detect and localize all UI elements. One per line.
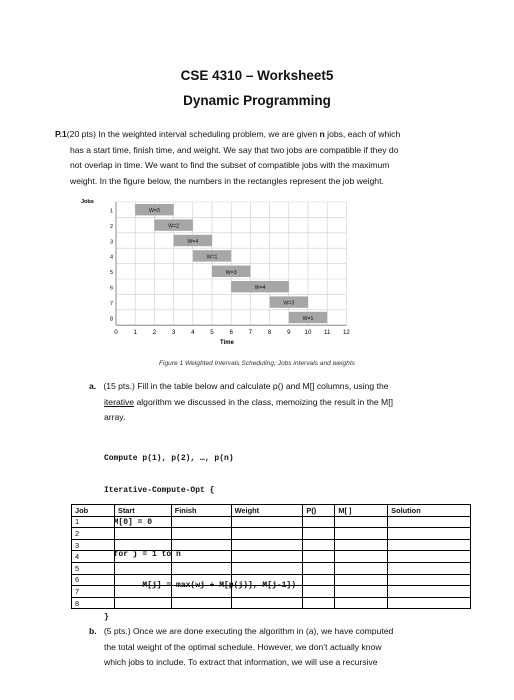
table-row — [72, 551, 471, 563]
table-cell — [231, 528, 303, 540]
table-cell — [231, 551, 303, 563]
part-b-line: which jobs to include. To extract that information, we will use a recursive — [104, 657, 378, 667]
table-cell — [388, 562, 471, 574]
table-cell — [114, 586, 171, 598]
problem-line: jobs, each of which — [327, 129, 401, 139]
gantt-chart — [70, 194, 360, 354]
job-table — [71, 504, 471, 609]
table-cell — [171, 551, 231, 563]
y-tick-label: 2 — [109, 223, 113, 230]
x-tick-label: 2 — [152, 329, 157, 337]
table-cell — [231, 516, 303, 528]
table-cell — [303, 551, 335, 563]
x-tick-label: 12 — [342, 329, 350, 337]
job-weight-label: W=1 — [206, 254, 218, 261]
chart-grid — [116, 202, 346, 325]
table-cell — [231, 562, 303, 574]
part-b-label: b. — [89, 626, 97, 636]
table-cell — [335, 551, 388, 563]
table-cell — [388, 586, 471, 598]
header-m: M[ ] — [335, 505, 388, 517]
problem-statement — [55, 127, 475, 189]
table-cell — [171, 528, 231, 540]
x-tick-label: 6 — [229, 329, 233, 337]
problem-line: In the weighted interval scheduling problem, we are given — [98, 129, 318, 139]
table-cell — [335, 562, 388, 574]
table-cell — [231, 574, 303, 586]
table-cell — [114, 562, 171, 574]
x-tick-label: 10 — [304, 329, 312, 337]
table-cell — [388, 539, 471, 551]
y-tick-label: 4 — [109, 254, 113, 261]
table-cell — [303, 516, 335, 528]
table-cell — [303, 539, 335, 551]
table-cell — [114, 574, 171, 586]
table-cell — [114, 516, 171, 528]
table-cell — [335, 597, 388, 609]
part-a — [89, 379, 469, 426]
code-line: M[0] = 0 — [104, 517, 153, 527]
part-a-line: array. — [104, 412, 126, 422]
part-a-label: a. — [89, 381, 97, 391]
table-cell — [171, 516, 231, 528]
table-row — [72, 539, 471, 551]
table-cell — [303, 574, 335, 586]
table-cell — [303, 586, 335, 598]
chart-xticks — [114, 329, 350, 336]
table-cell — [303, 528, 335, 540]
job-number-cell: 2 — [72, 528, 115, 540]
chart-yticks — [110, 208, 113, 322]
job-weight-label: W=4 — [254, 285, 266, 292]
part-b-line: the total weight of the optimal schedule. However, we don’t actually know — [104, 641, 382, 652]
y-tick-label: 8 — [109, 316, 113, 323]
job-number-cell: 6 — [72, 574, 115, 586]
page-title: CSE 4310 – Worksheet5 — [180, 68, 334, 83]
table-header-row — [72, 505, 471, 517]
code-line: M[j] = max(wj + M[p(j)], M[j-1]) — [104, 581, 297, 591]
table-cell — [303, 597, 335, 609]
problem-n: n — [319, 129, 325, 139]
table-cell — [171, 574, 231, 586]
table-row — [72, 574, 471, 586]
table-cell — [335, 574, 388, 586]
y-tick-label: 7 — [109, 300, 113, 307]
table-cell — [388, 574, 471, 586]
code-line: Iterative-Compute-Opt { — [104, 485, 215, 495]
code-line: } — [104, 613, 109, 623]
job-number-cell: 8 — [72, 597, 115, 609]
problem-label: P.1 — [55, 129, 67, 139]
table-cell — [335, 516, 388, 528]
part-b-line: (5 pts.) Once we are done executing the algorithm in (a), we have computed — [103, 626, 394, 636]
y-tick-label: 6 — [109, 285, 113, 292]
header-solution: Solution — [388, 505, 471, 517]
table-row — [72, 597, 471, 609]
problem-line: not overlap in time. We want to find the subset of compatible jobs with the maximum — [70, 160, 390, 170]
part-a-line: algorithm we discussed in the class, memoizing the result in the M[] — [134, 396, 393, 407]
problem-line: has a start time, finish time, and weight. We say that two jobs are compatible if they do — [70, 144, 399, 155]
table-cell — [231, 597, 303, 609]
job-weight-label: W=3 — [283, 300, 295, 307]
job-weight-label: W=1 — [302, 316, 314, 323]
table-cell — [114, 528, 171, 540]
table-cell — [114, 551, 171, 563]
x-tick-label: 3 — [171, 329, 176, 337]
table-cell — [388, 551, 471, 563]
table-row — [72, 562, 471, 574]
page-subtitle: Dynamic Programming — [183, 93, 331, 108]
table-cell — [171, 539, 231, 551]
code-line: for j = 1 to n — [104, 549, 181, 559]
table-cell — [388, 516, 471, 528]
job-number-cell: 5 — [72, 562, 115, 574]
table-cell — [114, 597, 171, 609]
table-row — [72, 528, 471, 540]
table-cell — [335, 528, 388, 540]
x-tick-label: 1 — [133, 329, 137, 337]
job-number-cell: 4 — [72, 551, 115, 563]
table-cell — [171, 562, 231, 574]
table-cell — [388, 528, 471, 540]
figure-caption: Figure 1 Weighted Intervals Scheduling; Jobs intervals and weights — [159, 360, 355, 367]
job-weight-label: W=3 — [148, 208, 160, 215]
table-cell — [335, 539, 388, 551]
table-cell — [335, 586, 388, 598]
y-tick-label: 5 — [109, 270, 113, 277]
y-tick-label: 1 — [109, 208, 113, 215]
chart-ylabel: Jobs — [81, 199, 94, 205]
part-b — [89, 624, 469, 671]
job-number-cell: 3 — [72, 539, 115, 551]
table-cell — [388, 597, 471, 609]
job-number-cell: 7 — [72, 586, 115, 598]
header-start: Start — [114, 505, 171, 517]
header-finish: Finish — [171, 505, 231, 517]
table-row — [72, 516, 471, 528]
x-tick-label: 11 — [323, 329, 331, 337]
header-job: Job — [72, 505, 115, 517]
table-cell — [171, 586, 231, 598]
table-cell — [114, 539, 171, 551]
header-weight: Weight — [231, 505, 303, 517]
table-cell — [303, 562, 335, 574]
job-weight-label: W=3 — [225, 269, 237, 276]
job-weight-label: W=4 — [187, 239, 199, 246]
table-cell — [231, 586, 303, 598]
header-p: P() — [303, 505, 335, 517]
x-tick-label: 7 — [248, 329, 253, 337]
table-cell — [231, 539, 303, 551]
problem-points: (20 pts) — [66, 129, 96, 139]
job-weight-label: W=2 — [168, 223, 180, 230]
table-row — [72, 586, 471, 598]
x-tick-label: 9 — [287, 329, 291, 337]
x-tick-label: 0 — [114, 329, 118, 337]
iterative-word: iterative — [104, 396, 135, 407]
job-number-cell: 1 — [72, 516, 115, 528]
x-tick-label: 5 — [210, 329, 214, 337]
x-tick-label: 4 — [191, 329, 195, 337]
code-line: Compute p(1), p(2), …, p(n) — [104, 454, 234, 464]
part-a-line: (15 pts.) Fill in the table below and calculate p() and M[] columns, using the — [103, 381, 389, 391]
chart-xlabel: Time — [220, 340, 234, 346]
y-tick-label: 3 — [109, 239, 113, 246]
problem-line: weight. In the figure below, the numbers in the rectangles represent the job weight. — [70, 175, 384, 186]
table-cell — [171, 597, 231, 609]
x-tick-label: 8 — [267, 329, 272, 337]
